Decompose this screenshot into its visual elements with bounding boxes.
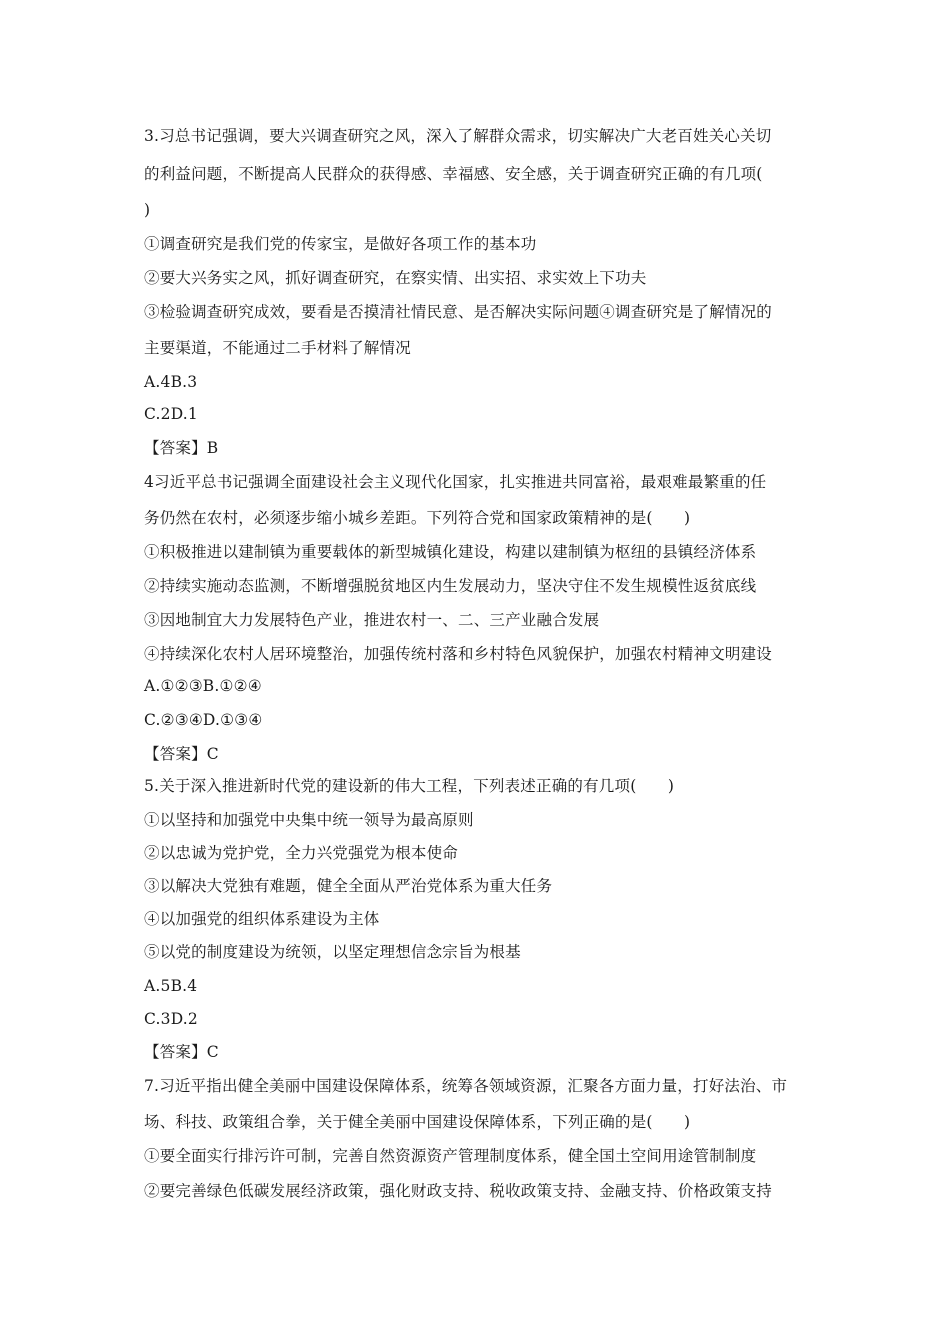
q4-option-4: ④持续深化农村人居环境整治，加强传统村落和乡村特色风貌保护，加强农村精神文明建设 [144, 645, 773, 663]
q5-option-1: ①以坚持和加强党中央集中统一领导为最高原则 [144, 811, 474, 829]
q3-stem-line-1: 3.习总书记强调，要大兴调查研究之风，深入了解群众需求，切实解决广大老百姓关心关切 [144, 127, 772, 145]
q5-choices-cd: C.3D.2 [144, 1010, 198, 1028]
q7-option-1: ①要全面实行排污许可制，完善自然资源资产管理制度体系，健全国土空间用途管制制度 [144, 1147, 757, 1165]
q4-answer: 【答案】C [144, 745, 219, 763]
q4-stem-line-1: 4习近平总书记强调全面建设社会主义现代化国家，扎实推进共同富裕，最艰难最繁重的任 [144, 473, 767, 491]
q3-stem-line-2: 的利益问题，不断提高人民群众的获得感、幸福感、安全感，关于调查研究正确的有几项( [144, 165, 763, 183]
q3-option-1: ①调查研究是我们党的传家宝，是做好各项工作的基本功 [144, 235, 537, 253]
q5-option-3: ③以解决大党独有难题，健全全面从严治党体系为重大任务 [144, 877, 553, 895]
q3-choices-cd: C.2D.1 [144, 405, 198, 423]
q3-option-2: ②要大兴务实之风，抓好调查研究，在察实情、出实招、求实效上下功夫 [144, 269, 647, 287]
q3-answer: 【答案】B [144, 439, 219, 457]
q4-option-1: ①积极推进以建制镇为重要载体的新型城镇化建设，构建以建制镇为枢纽的县镇经济体系 [144, 543, 757, 561]
q5-answer: 【答案】C [144, 1043, 219, 1061]
q4-stem-line-2: 务仍然在农村，必须逐步缩小城乡差距。下列符合党和国家政策精神的是( ) [144, 509, 691, 527]
q5-stem: 5.关于深入推进新时代党的建设新的伟大工程，下列表述正确的有几项( ) [144, 777, 675, 795]
q3-stem-line-3: ) [144, 201, 151, 219]
q3-option-3-cont: 主要渠道，不能通过二手材料了解情况 [144, 339, 411, 357]
q3-option-3: ③检验调查研究成效，要看是否摸清社情民意、是否解决实际问题④调查研究是了解情况的 [144, 303, 773, 321]
q4-choices-cd: C.②③④D.①③④ [144, 711, 263, 729]
q5-choices-ab: A.5B.4 [144, 977, 198, 995]
q4-option-2: ②持续实施动态监测，不断增强脱贫地区内生发展动力，坚决守住不发生规模性返贫底线 [144, 577, 757, 595]
q5-option-2: ②以忠诚为党护党，全力兴党强党为根本使命 [144, 844, 459, 862]
q7-option-2: ②要完善绿色低碳发展经济政策，强化财政支持、税收政策支持、金融支持、价格政策支持 [144, 1182, 773, 1200]
q5-option-4: ④以加强党的组织体系建设为主体 [144, 910, 380, 928]
q4-option-3: ③因地制宜大力发展特色产业，推进农村一、二、三产业融合发展 [144, 611, 600, 629]
q4-choices-ab: A.①②③B.①②④ [144, 677, 262, 695]
q7-stem-line-1: 7.习近平指出健全美丽中国建设保障体系，统筹各领域资源，汇聚各方面力量，打好法治、市 [144, 1077, 788, 1095]
q7-stem-line-2: 场、科技、政策组合拳，关于健全美丽中国建设保障体系，下列正确的是( ) [144, 1113, 691, 1131]
q3-choices-ab: A.4B.3 [144, 373, 198, 391]
q5-option-5: ⑤以党的制度建设为统领，以坚定理想信念宗旨为根基 [144, 943, 521, 961]
